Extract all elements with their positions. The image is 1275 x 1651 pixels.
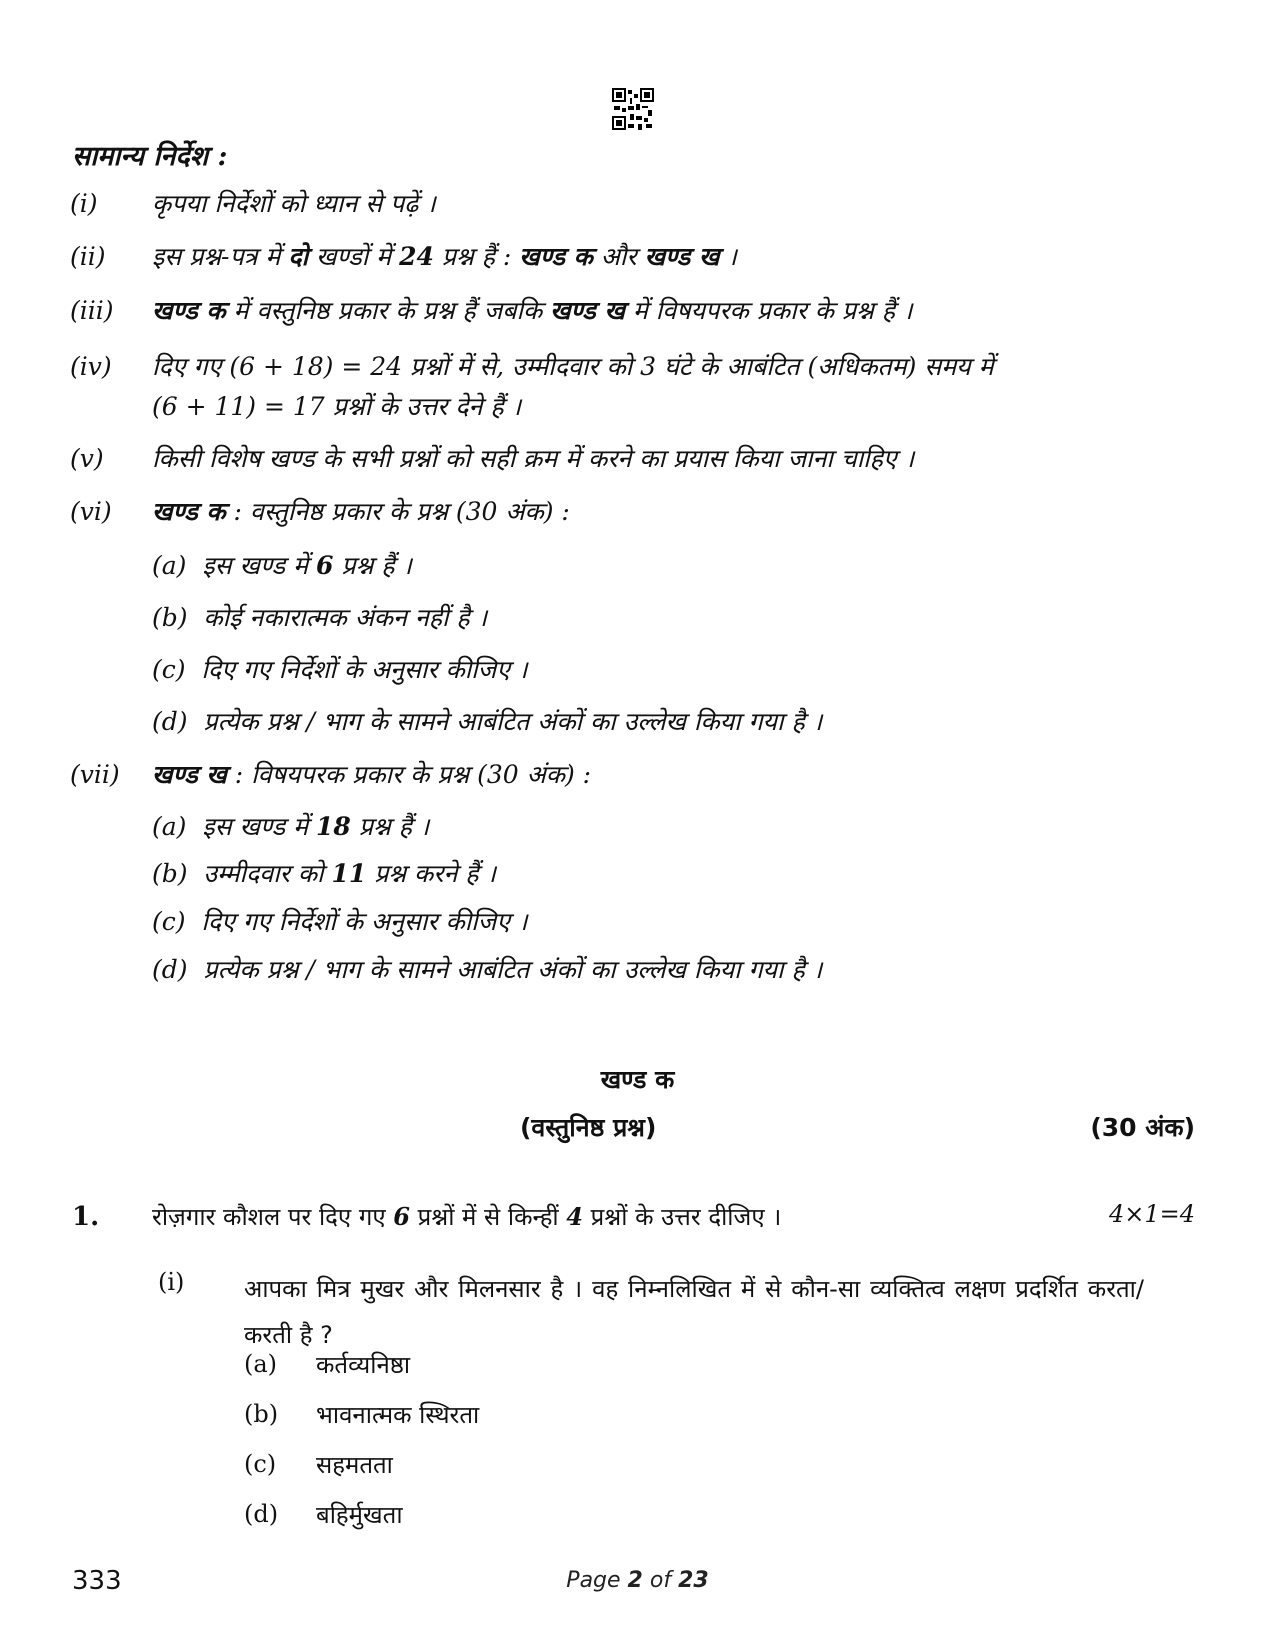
instruction-text: खण्ड ख : विषयपरक प्रकार के प्रश्न (30 अंक) : [152, 760, 592, 789]
instruction-text: (6 + 11) = 17 प्रश्नों के उत्तर देने हैं । [152, 392, 522, 421]
item-number: (vii) [70, 760, 120, 789]
option-text: कर्तव्यनिष्ठा [316, 1351, 411, 1379]
question-text: रोज़गार कौशल पर दिए गए 6 प्रश्नों में से किन्हीं 4 प्रश्नों के उत्तर दीजिए । [152, 1202, 782, 1231]
item-number: (vi) [70, 497, 112, 526]
sub-instruction: (a) इस खण्ड में 6 प्रश्न हैं । [152, 551, 412, 580]
item-number: (i) [70, 189, 98, 218]
instruction-text: कृपया निर्देशों को ध्यान से पढ़ें । [152, 189, 436, 218]
instruction-text: खण्ड क : वस्तुनिष्ठ प्रकार के प्रश्न (30 अंक) : [152, 497, 570, 526]
page-number: Page 2 of 23 [566, 1568, 709, 1593]
option-text: बहिर्मुखता [316, 1501, 403, 1529]
section-subtitle: (वस्तुनिष्ठ प्रश्न) [520, 1113, 657, 1142]
sub-instruction: (c) दिए गए निर्देशों के अनुसार कीजिए । [152, 655, 528, 684]
item-number: (iii) [70, 296, 114, 325]
subquestion-text: आपका मित्र मुखर और मिलनसार है । वह निम्नलिखित में से कौन-सा व्यक्तित्व लक्षण प्रदर्शित करता/करती है ? [244, 1275, 1144, 1349]
paper-code: 333 [72, 1566, 122, 1596]
item-number: (iv) [70, 352, 112, 381]
sub-instruction: (b) उम्मीदवार को 11 प्रश्न करने हैं । [152, 859, 497, 888]
instruction-text: खण्ड क में वस्तुनिष्ठ प्रकार के प्रश्न हैं जबकि खण्ड ख में विषयपरक प्रकार के प्रश्न हैं । [152, 296, 913, 325]
option-text: भावनात्मक स्थिरता [316, 1401, 480, 1429]
instruction-text: किसी विशेष खण्ड के सभी प्रश्नों को सही क्रम में करने का प्रयास किया जाना चाहिए । [152, 444, 915, 473]
subquestion-number: (i) [158, 1268, 185, 1296]
item-number: (ii) [70, 242, 106, 271]
sub-instruction: (c) दिए गए निर्देशों के अनुसार कीजिए । [152, 907, 528, 936]
section-title: खण्ड क [600, 1065, 675, 1094]
option-label: (c) [244, 1450, 277, 1478]
sub-instruction: (a) इस खण्ड में 18 प्रश्न हैं । [152, 812, 430, 841]
option-label: (a) [244, 1350, 278, 1378]
option-label: (d) [244, 1500, 279, 1528]
sub-instruction: (d) प्रत्येक प्रश्न / भाग के सामने आबंटित अंकों का उल्लेख किया गया है । [152, 955, 823, 984]
section-marks: (30 अंक) [1090, 1113, 1195, 1142]
sub-instruction: (d) प्रत्येक प्रश्न / भाग के सामने आबंटित अंकों का उल्लेख किया गया है । [152, 707, 823, 736]
item-number: (v) [70, 444, 104, 473]
instruction-text: इस प्रश्न-पत्र में दो खण्डों में 24 प्रश्न हैं : खण्ड क और खण्ड ख । [152, 242, 737, 271]
sub-instruction: (b) कोई नकारात्मक अंकन नहीं है । [152, 603, 488, 632]
option-text: सहमतता [316, 1451, 393, 1479]
instructions-heading: सामान्य निर्देश : [72, 141, 228, 172]
instruction-text: दिए गए (6 + 18) = 24 प्रश्नों में से, उम्मीदवार को 3 घंटे के आबंटित (अधिकतम) समय में [152, 352, 994, 381]
qr-code-icon [612, 88, 654, 130]
option-label: (b) [244, 1400, 279, 1428]
question-marks: 4×1=4 [1108, 1200, 1195, 1228]
question-number: 1. [72, 1202, 100, 1232]
